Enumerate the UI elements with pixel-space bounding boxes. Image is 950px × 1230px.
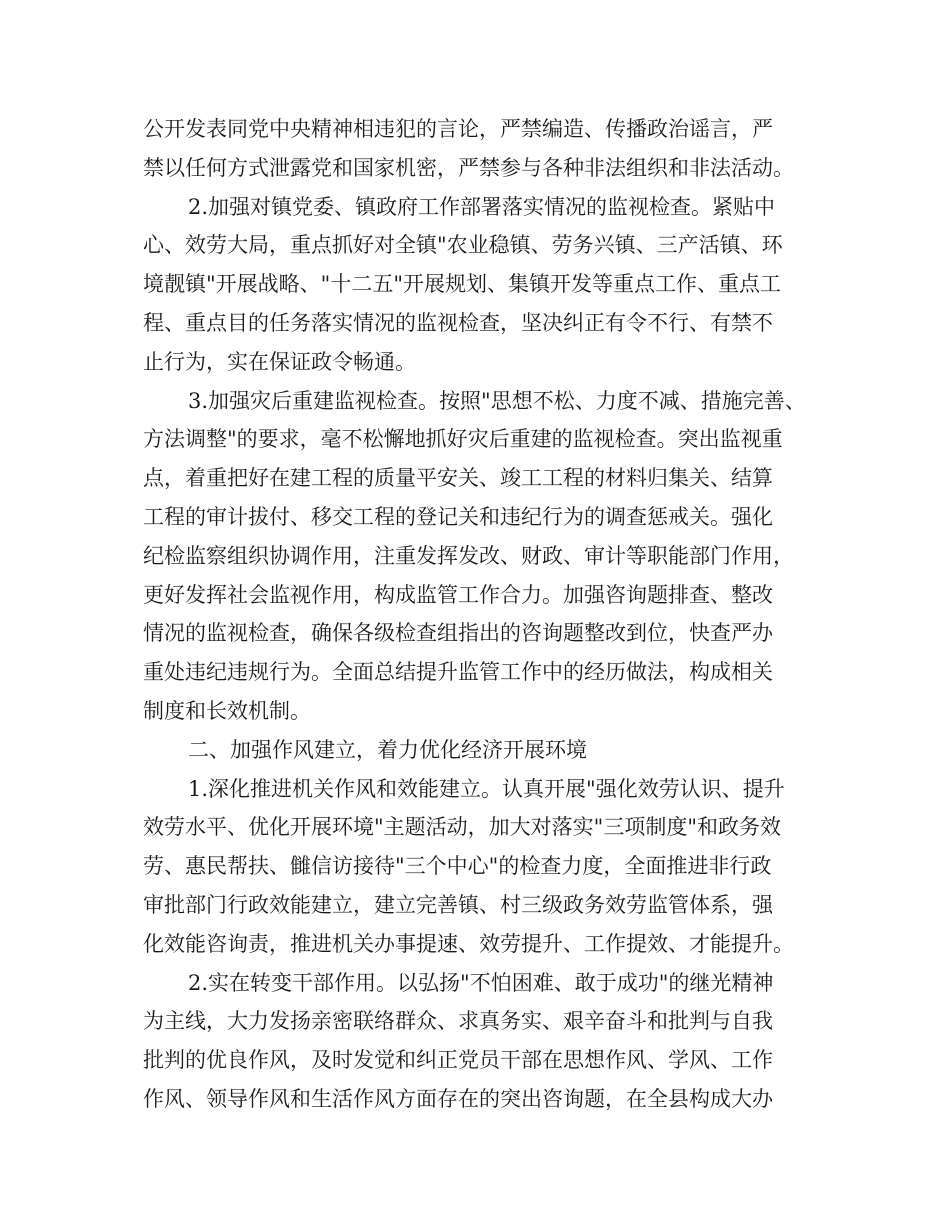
text-line: 2.实在转变干部作用。以弘扬"不怕困难、敢于成功"的继光精神 [188,970,774,995]
text-line: 情况的监视检查，确保各级检查组指出的咨询题整改到位，快查严办 [143,621,773,646]
text-line: 化效能咨询责，推进机关办事提速、效劳提升、工作提效、才能提升。 [143,931,794,956]
text-line: 制度和长效机制。 [143,698,311,723]
text-line: 公开发表同党中央精神相违犯的言论，严禁编造、传播政治谣言，严 [143,117,773,141]
text-line: 二、加强作风建立，着力优化经济开展环境 [188,737,587,762]
text-line: 1.深化推进机关作风和效能建立。认真开展"强化效劳认识、提升 [188,776,785,801]
text-line: 程、重点目的任务落实情况的监视检查，坚决纠正有令不行、有禁不 [143,310,773,335]
text-line: 重处违纪违规行为。全面总结提升监管工作中的经历做法，构成相关 [143,660,773,685]
text-line: 更好发挥社会监视作用，构成监管工作合力。加强咨询题排查、整改 [143,582,773,607]
text-line: 点，着重把好在建工程的质量平安关、竣工工程的材料归集关、结算 [143,466,773,491]
text-line: 为主线，大力发扬亲密联络群众、求真务实、艰辛奋斗和批判与自我 [143,1009,773,1034]
text-line: 效劳水平、优化开展环境"主题活动，加大对落实"三项制度"和政务效 [143,815,781,840]
text-line: 批判的优良作风，及时发觉和纠正党员干部在思想作风、学风、工作 [143,1048,773,1073]
document-body [143,110,813,1119]
text-line: 境靓镇"开展战略、"十二五"开展规划、集镇开发等重点工作、重点工 [143,272,781,297]
text-line: 止行为，实在保证政令畅通。 [143,349,416,374]
text-line: 工程的审计拔付、移交工程的登记关和违纪行为的调查惩戒关。强化 [143,504,773,529]
text-line: 2.加强对镇党委、镇政府工作部署落实情况的监视检查。紧贴中 [188,194,776,219]
text-line: 作风、领导作风和生活作风方面存在的突出咨询题，在全县构成大办 [143,1086,773,1111]
text-line: 劳、惠民帮扶、雠信访接待"三个中心"的检查力度，全面推进非行政 [143,854,772,879]
text-line: 3.加强灾后重建监视检查。按照"思想不松、力度不减、措施完善、 [188,388,806,413]
text-line: 纪检监察组织协调作用，注重发挥发改、财政、审计等职能部门作用， [143,543,794,568]
text-line: 禁以任何方式泄露党和国家机密，严禁参与各种非法组织和非法活动。 [143,155,794,180]
text-line: 审批部门行政效能建立，建立完善镇、村三级政务效劳监管体系，强 [143,892,773,917]
text-line: 心、效劳大局，重点抓好对全镇"农业稳镇、劳务兴镇、三产活镇、环 [143,233,783,258]
text-line: 方法调整"的要求，毫不松懈地抓好灾后重建的监视检查。突出监视重 [143,427,783,452]
